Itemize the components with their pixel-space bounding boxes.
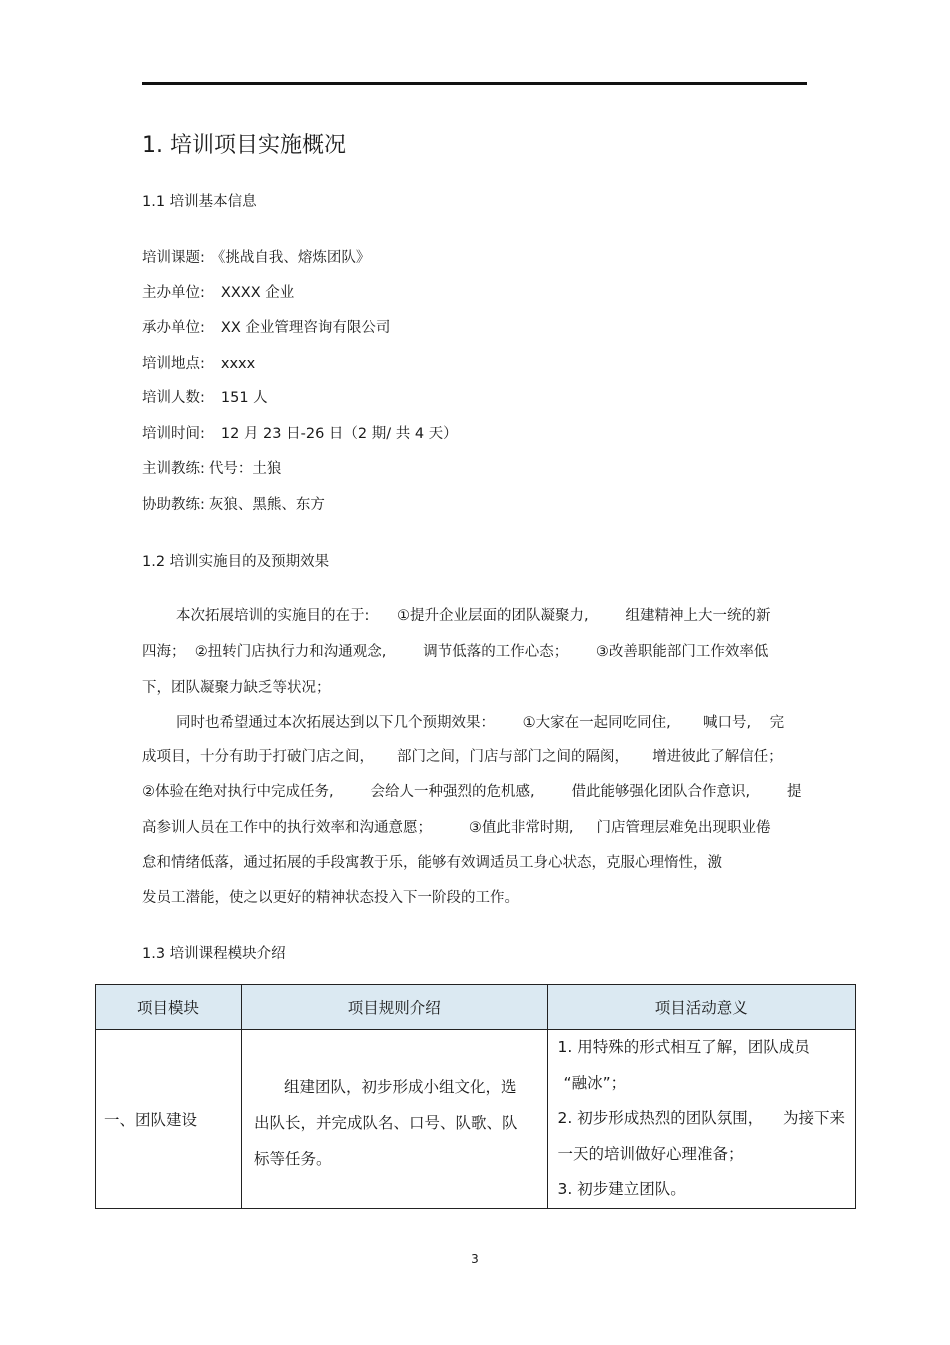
course-module-table	[95, 984, 856, 1209]
section-1-title: 1. 培训项目实施概况	[142, 133, 346, 158]
table-row	[96, 1030, 856, 1209]
info-label: 协助教练:	[142, 497, 205, 513]
rules-cell	[241, 1030, 547, 1209]
meaning-line: 一天的培训做好心理准备；	[557, 1144, 744, 1163]
info-label: 培训地点:	[142, 356, 205, 372]
info-label: 主办单位:	[142, 285, 205, 301]
info-row-headcount	[142, 386, 268, 407]
paragraph-line: 本次拓展培训的实施目的在于: ①提升企业层面的团队凝聚力, 组建精神上大一统的新	[176, 608, 771, 624]
paragraph-line: 成项目，十分有助于打破门店之间， 部门之间，门店与部门之间的隔阂， 增进彼此了解信任；	[142, 749, 783, 765]
paragraph-line: ②体验在绝对执行中完成任务, 会给人一种强烈的危机感, 借此能够强化团队合作意识, 提	[142, 784, 802, 800]
header-rule	[142, 82, 807, 85]
module-cell: 一、团队建设	[96, 1030, 242, 1209]
paragraph-line: 高参训人员在工作中的执行效率和沟通意愿； ③值此非常时期, 门店管理层难免出现职业倦	[142, 820, 771, 836]
info-value: 151 人	[220, 390, 268, 406]
info-row-time	[142, 422, 458, 443]
paragraph-line: 下，团队凝聚力缺乏等状况；	[142, 680, 331, 696]
meaning-cell	[547, 1030, 855, 1209]
info-value: 灰狼、黑熊、东方	[208, 497, 325, 513]
info-row-host	[142, 281, 294, 302]
info-label: 培训时间:	[142, 426, 205, 442]
info-row-lead-coach	[142, 457, 281, 478]
paragraph-line: 发员工潜能，使之以更好的精神状态投入下一阶段的工作。	[142, 890, 519, 906]
rules-line: 组建团队，初步形成小组文化，选	[283, 1077, 517, 1096]
meaning-line: “融冰”；	[563, 1073, 627, 1092]
meaning-line: 1. 用特殊的形式相互了解，团队成员	[557, 1038, 810, 1056]
table-header-cell: 项目模块	[96, 985, 242, 1030]
section-1-1-title: 1.1 培训基本信息	[142, 194, 257, 210]
paragraph-line: 四海； ②扭转门店执行力和沟通观念, 调节低落的工作心态； ③改善职能部门工作效率低	[142, 644, 769, 660]
info-value: 代号：土狼	[208, 461, 282, 477]
info-label: 培训课题:	[142, 250, 205, 266]
paragraph-line: 怠和情绪低落，通过拓展的手段寓教于乐，能够有效调适员工身心状态，克服心理惰性，激	[142, 855, 722, 871]
meaning-line: 2. 初步形成热烈的团队氛围， 为接下来	[557, 1109, 845, 1127]
info-value: XXXX 企业	[220, 285, 295, 301]
table-header-cell: 项目活动意义	[547, 985, 855, 1030]
page-number: 3	[471, 1252, 479, 1266]
meaning-line: 3. 初步建立团队。	[557, 1180, 686, 1198]
info-value: XX 企业管理咨询有限公司	[220, 320, 391, 336]
info-value: 《挑战自我、熔炼团队》	[210, 250, 371, 266]
info-value: 12 月 23 日-26 日（2 期/ 共 4 天）	[220, 426, 458, 442]
paragraph-line: 同时也希望通过本次拓展达到以下几个预期效果： ①大家在一起同吃同住, 喊口号, 完	[176, 715, 785, 731]
info-row-topic	[142, 246, 370, 267]
info-row-location	[142, 352, 255, 373]
rules-line: 出队长，并完成队名、口号、队歌、队	[253, 1113, 518, 1132]
section-1-3-title: 1.3 培训课程模块介绍	[142, 946, 286, 962]
info-label: 培训人数:	[142, 390, 205, 406]
rules-line: 标等任务。	[253, 1149, 332, 1168]
section-1-2-title: 1.2 培训实施目的及预期效果	[142, 554, 330, 570]
info-label: 主训教练:	[142, 461, 205, 477]
info-label: 承办单位:	[142, 320, 205, 336]
info-row-assistant-coaches	[142, 493, 325, 514]
info-value: xxxx	[220, 356, 256, 372]
table-header-row	[96, 985, 856, 1030]
table-header-cell: 项目规则介绍	[241, 985, 547, 1030]
info-row-organizer	[142, 316, 390, 337]
